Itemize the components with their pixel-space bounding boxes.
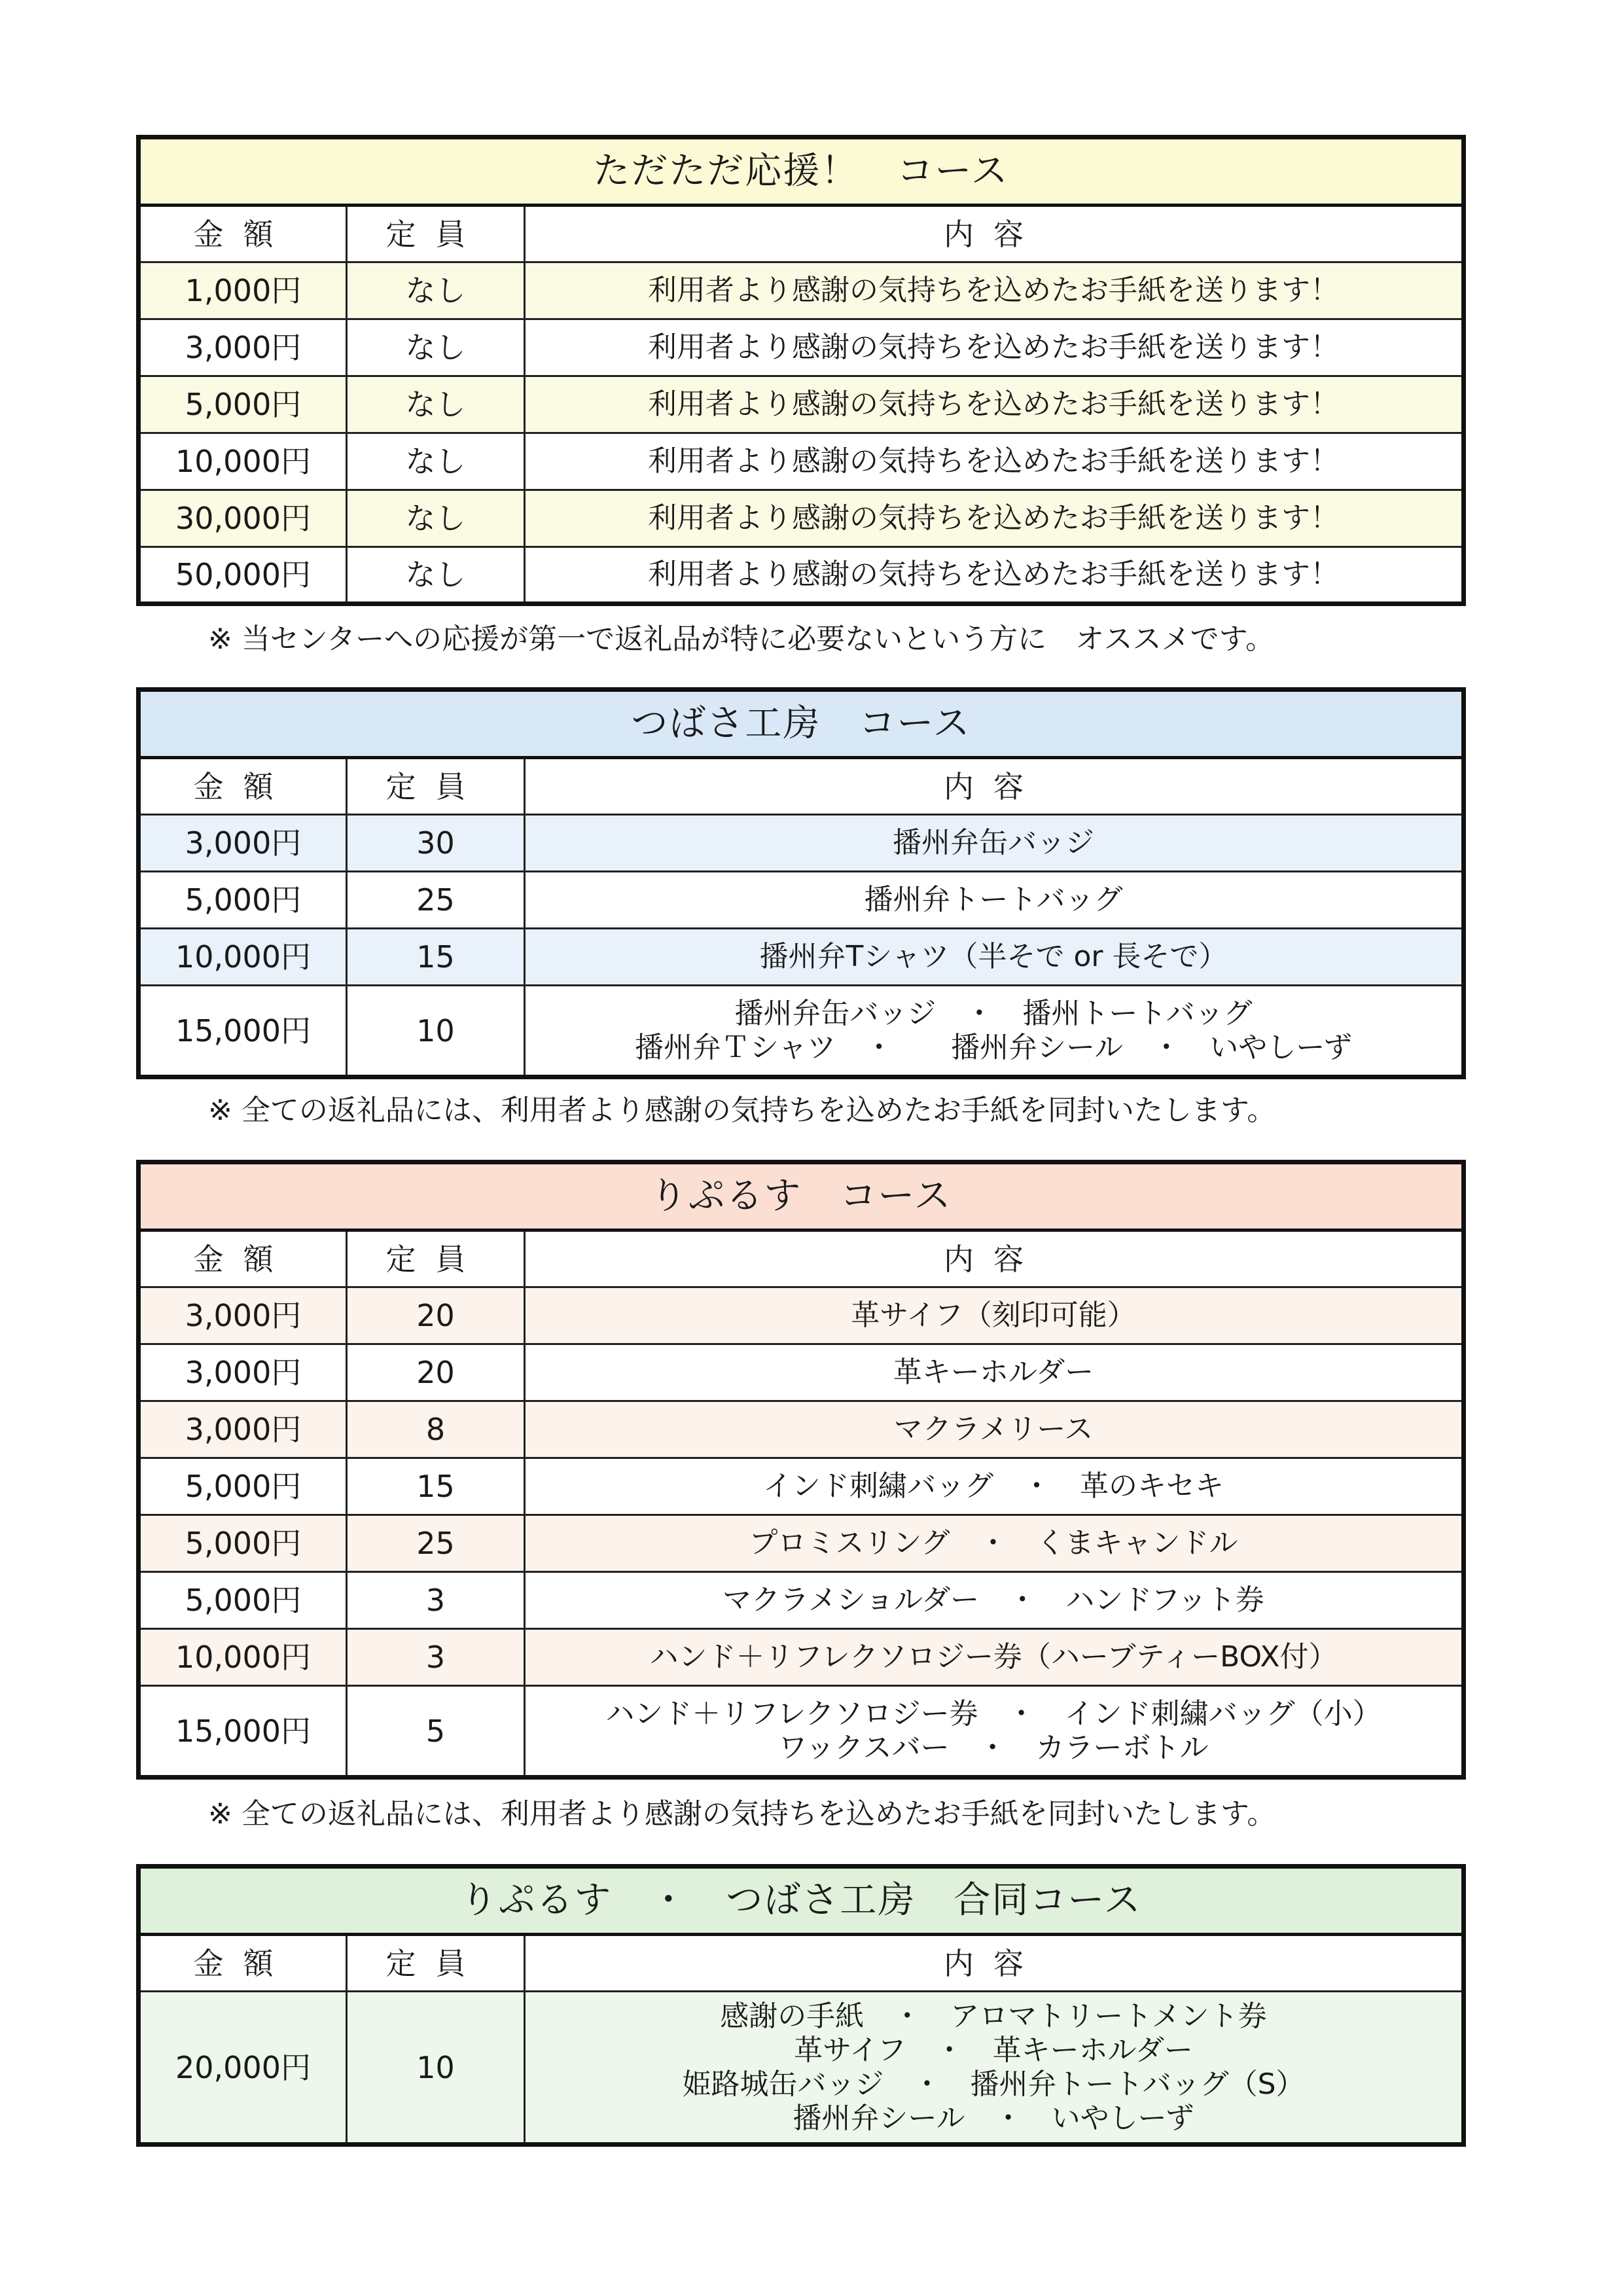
capacity-cell: 3 <box>347 1629 525 1686</box>
table-row <box>139 1287 1464 1344</box>
content-cell: 播州弁Tシャツ（半そで or 長そで） <box>525 929 1464 986</box>
table-row <box>139 1629 1464 1686</box>
course-title: つばさ工房 コース <box>139 690 1464 758</box>
amount-cell: 3,000円 <box>139 1344 347 1401</box>
content-cell: 革キーホルダー <box>525 1344 1464 1401</box>
header-capacity: 定員 <box>347 1230 525 1287</box>
amount-cell: 10,000円 <box>139 929 347 986</box>
capacity-cell: なし <box>347 490 525 547</box>
content-line: ワックスバー ・ カラーボトル <box>778 1731 1209 1765</box>
amount-cell: 3,000円 <box>139 1401 347 1458</box>
capacity-cell: 10 <box>347 1992 525 2145</box>
capacity-cell: 3 <box>347 1572 525 1629</box>
amount-cell: 10,000円 <box>139 1629 347 1686</box>
capacity-cell: 20 <box>347 1344 525 1401</box>
course-table <box>136 1160 1466 1780</box>
content-cell: 播州弁トートバッグ <box>525 872 1464 929</box>
table-row <box>139 319 1464 376</box>
table-row <box>139 490 1464 547</box>
amount-cell: 10,000円 <box>139 433 347 490</box>
course-table <box>136 687 1466 1079</box>
table-row <box>139 262 1464 319</box>
capacity-cell: なし <box>347 262 525 319</box>
header-content: 内容 <box>525 206 1464 262</box>
table-row <box>139 1572 1464 1629</box>
header-capacity: 定員 <box>347 758 525 815</box>
header-content: 内容 <box>525 1935 1464 1992</box>
header-amount: 金額 <box>139 206 347 262</box>
content-cell: マクラメショルダー ・ ハンドフット券 <box>525 1572 1464 1629</box>
content-cell: 利用者より感謝の気持ちを込めたお手紙を送ります！ <box>525 547 1464 604</box>
content-line: 播州弁缶バッジ ・ 播州トートバッグ <box>734 996 1253 1030</box>
content-cell: ハンド＋リフレクソロジー券（ハーブティーBOX付） <box>525 1629 1464 1686</box>
content-cell: 利用者より感謝の気持ちを込めたお手紙を送ります！ <box>525 376 1464 433</box>
header-capacity: 定員 <box>347 206 525 262</box>
content-cell: 利用者より感謝の気持ちを込めたお手紙を送ります！ <box>525 262 1464 319</box>
table-row <box>139 1686 1464 1778</box>
amount-cell: 1,000円 <box>139 262 347 319</box>
content-cell: 革サイフ（刻印可能） <box>525 1287 1464 1344</box>
table-row <box>139 986 1464 1077</box>
table-row <box>139 1401 1464 1458</box>
course-table <box>136 135 1466 606</box>
header-amount: 金額 <box>139 758 347 815</box>
amount-cell: 3,000円 <box>139 815 347 872</box>
content-cell: 播州弁缶バッジ <box>525 815 1464 872</box>
amount-cell: 5,000円 <box>139 1458 347 1515</box>
table-row <box>139 872 1464 929</box>
amount-cell: 15,000円 <box>139 1686 347 1778</box>
header-amount: 金額 <box>139 1230 347 1287</box>
capacity-cell: 25 <box>347 1515 525 1572</box>
table-row <box>139 815 1464 872</box>
course-title: りぷるす コース <box>139 1162 1464 1230</box>
course-title: りぷるす ・ つばさ工房 合同コース <box>139 1867 1464 1935</box>
amount-cell: 5,000円 <box>139 1572 347 1629</box>
amount-cell: 20,000円 <box>139 1992 347 2145</box>
amount-cell: 3,000円 <box>139 1287 347 1344</box>
content-line: 姫路城缶バッジ ・ 播州弁トートバッグ（S） <box>682 2067 1305 2101</box>
amount-cell: 5,000円 <box>139 1515 347 1572</box>
capacity-cell: なし <box>347 319 525 376</box>
capacity-cell: なし <box>347 433 525 490</box>
capacity-cell: 30 <box>347 815 525 872</box>
table-row <box>139 1515 1464 1572</box>
content-cell: 利用者より感謝の気持ちを込めたお手紙を送ります！ <box>525 433 1464 490</box>
content-cell <box>525 1992 1464 2145</box>
amount-cell: 50,000円 <box>139 547 347 604</box>
content-cell: インド刺繍バッグ ・ 革のキセキ <box>525 1458 1464 1515</box>
content-line: 播州弁シール ・ いやしーず <box>793 2101 1194 2135</box>
content-cell: 利用者より感謝の気持ちを込めたお手紙を送ります！ <box>525 490 1464 547</box>
course-note: ※ 当センターへの応援が第一で返礼品が特に必要ないという方に オススメです。 <box>208 622 1275 656</box>
table-row <box>139 1344 1464 1401</box>
header-capacity: 定員 <box>347 1935 525 1992</box>
content-cell <box>525 1686 1464 1778</box>
capacity-cell: 15 <box>347 1458 525 1515</box>
header-amount: 金額 <box>139 1935 347 1992</box>
capacity-cell: 15 <box>347 929 525 986</box>
content-line: 革サイフ ・ 革キーホルダー <box>794 2033 1193 2067</box>
amount-cell: 5,000円 <box>139 376 347 433</box>
capacity-cell: 8 <box>347 1401 525 1458</box>
capacity-cell: なし <box>347 376 525 433</box>
amount-cell: 30,000円 <box>139 490 347 547</box>
amount-cell: 3,000円 <box>139 319 347 376</box>
content-line: 播州弁Ｔシャツ ・ 播州弁シール ・ いやしーず <box>634 1030 1353 1064</box>
amount-cell: 5,000円 <box>139 872 347 929</box>
header-content: 内容 <box>525 758 1464 815</box>
content-cell: 利用者より感謝の気持ちを込めたお手紙を送ります！ <box>525 319 1464 376</box>
table-row <box>139 433 1464 490</box>
capacity-cell: 10 <box>347 986 525 1077</box>
content-line: 感謝の手紙 ・ アロマトリートメント券 <box>720 1999 1267 2033</box>
content-line: ハンド＋リフレクソロジー券 ・ インド刺繍バッグ（小） <box>605 1696 1382 1731</box>
table-row <box>139 1992 1464 2145</box>
course-note: ※ 全ての返礼品には、利用者より感謝の気持ちを込めたお手紙を同封いたします。 <box>208 1094 1276 1127</box>
header-content: 内容 <box>525 1230 1464 1287</box>
content-cell: プロミスリング ・ くまキャンドル <box>525 1515 1464 1572</box>
table-row <box>139 1458 1464 1515</box>
capacity-cell: 20 <box>347 1287 525 1344</box>
table-row <box>139 376 1464 433</box>
course-note: ※ 全ての返礼品には、利用者より感謝の気持ちを込めたお手紙を同封いたします。 <box>208 1797 1276 1831</box>
content-cell <box>525 986 1464 1077</box>
capacity-cell: なし <box>347 547 525 604</box>
table-row <box>139 547 1464 604</box>
capacity-cell: 5 <box>347 1686 525 1778</box>
table-row <box>139 929 1464 986</box>
content-cell: マクラメリース <box>525 1401 1464 1458</box>
course-title: ただただ応援！ コース <box>139 137 1464 206</box>
course-table <box>136 1864 1466 2147</box>
capacity-cell: 25 <box>347 872 525 929</box>
amount-cell: 15,000円 <box>139 986 347 1077</box>
